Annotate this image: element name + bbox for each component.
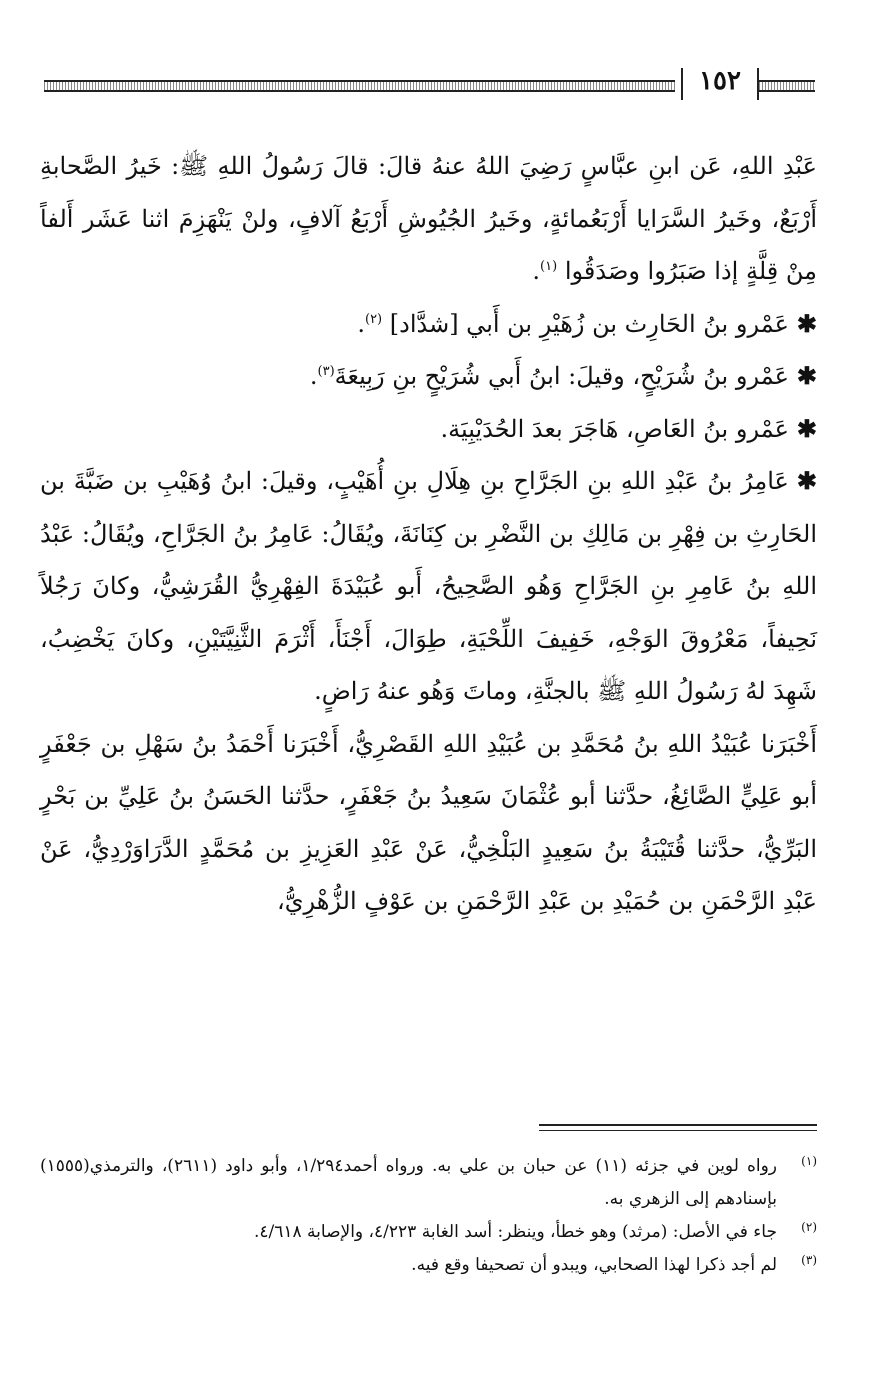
header-bar-left: [681, 68, 683, 100]
star-icon: ✱: [796, 308, 817, 338]
paragraph-hadith: عَبْدِ اللهِ، عَن ابنِ عبَّاسٍ رَضِيَ اللهُ عنهُ قالَ: قالَ رَسُولُ اللهِ ﷺ: خَيرُ الصَّحابةِ أَرْبَعٌ، وخَيرُ السَّرَايا أَرْبَعُمائةٍ، وخَيرُ الجُيُوشِ أَرْبَعُ آلافٍ، ولنْ يَنْهَزِمَ اثنا عَشَر أَلفاً مِنْ قِلَّةٍ إذا صَبَرُوا وصَدَقُوا $^{(١)}$.: [40, 152, 817, 285]
main-text: [40, 140, 817, 928]
footnote-separator: [539, 1124, 817, 1131]
star-icon: ✱: [796, 361, 817, 390]
entry-amir-ibn-abdullah: ✱عَامِرُ بنُ عَبْدِ اللهِ بنِ الجَرَّاحِ بنِ هِلَالِ بنِ أُهَيْبٍ، وقيلَ: ابنُ وُهَيْبِ بن ضَبَّةَ بن الحَارِثِ بن فِهْرِ بن مَالِكِ بن النَّضْرِ بن كِنَانَةَ، ويُقَالُ: عَامِرُ بنُ الجَرَّاحِ، ويُقَالُ: عَبْدُ اللهِ بنُ عَامِرِ بنِ الجَرَّاحِ وَهُو الصَّحِيحُ، أَبو عُبَيْدَةَ الفِهْرِيُّ القُرَشِيُّ، وكانَ رَجُلاً نَحِيفاً، مَعْرُوقَ الوَجْهِ، خَفِيفَ اللِّحْيَةِ، طِوَالَ، أَجْنَأَ، أَثْرَمَ الثَّنِيَّتَيْنِ، وكانَ يَخْضِبُ، شَهِدَ لهُ رَسُولُ اللهِ ﷺ بالجنَّةِ، وماتَ وَهُو عنهُ رَاضٍ.: [40, 466, 817, 705]
footnotes: [40, 1150, 817, 1282]
entry-amr-ibn-shurayh: ✱عَمْرو بنُ شُرَيْحٍ، وقيلَ: ابنُ أَبي شُرَيْحٍ بنِ رَبِيعَةَ$^{(٣)}$.: [309, 361, 817, 390]
page-number: ١٥٢: [699, 66, 741, 96]
footnote-mark: (٢): [801, 1220, 817, 1234]
footnote-text: رواه لوين في جزئه (١١) عن حبان بن علي به. ورواه أحمد١/٢٩٤، وأبو داود (٢٦١١)، والترمذي(١٥٥٥) بإسنادهم إلى الزهري به.: [40, 1156, 777, 1209]
footnote-ref-2[interactable]: (٢): [364, 311, 383, 327]
star-icon: ✱: [796, 466, 817, 495]
header-rule-long: [44, 80, 675, 92]
paragraph-isnad: أَخْبَرَنا عُبَيْدُ اللهِ بنُ مُحَمَّدِ بن عُبَيْدِ اللهِ القَصْرِيُّ، أَخْبَرَنا أَحْمَدُ بنُ سَهْلِ بن جَعْفَرٍ أبو عَلِيٍّ الصَّائِغُ، حدَّثنا أبو عُثْمَانَ سَعِيدُ بنُ جَعْفَرٍ، حدَّثنا الحَسَنُ بنُ عَلِيِّ بن بَحْرٍ البَرِّيُّ، حدَّثنا قُتَيْبَةُ بنُ سَعِيدٍ البَلْخِيُّ، عَنْ عَبْدِ العَزِيزِ بن مُحَمَّدٍ الدَّرَاوَرْدِيُّ، عَنْ عَبْدِ الرَّحْمَنِ بن حُمَيْدِ بن عَبْدِ الرَّحْمَنِ بن عَوْفٍ الزُّهْرِيُّ،: [40, 729, 817, 915]
footnote-text: جاء في الأصل: (مرثد) وهو خطأ، وينظر: أسد الغابة ٤/٢٢٣، والإصابة ٤/٦١٨.: [253, 1222, 777, 1242]
header-rule-short: [759, 80, 815, 92]
footnote-1: [40, 1150, 817, 1216]
footnote-2: [40, 1216, 817, 1249]
page-header: [44, 66, 815, 106]
entry-amr-ibn-al-as: ✱عَمْرو بنُ العَاصِ، هَاجَرَ بعدَ الحُدَيْبِيَة.: [440, 413, 817, 443]
star-icon: ✱: [796, 413, 817, 443]
footnote-text: لم أجد ذكرا لهذا الصحابي، ويبدو أن تصحيفا وقع فيه.: [411, 1255, 777, 1275]
footnote-ref-3[interactable]: (٣): [317, 364, 335, 379]
footnote-3: [40, 1249, 817, 1282]
footnote-mark: (١): [801, 1154, 817, 1168]
entry-amr-ibn-al-harith: ✱عَمْرو بنُ الحَارِث بن زُهَيْرِ بن أَبي [شدَّاد] $^{(٢)}$.: [357, 308, 817, 338]
footnote-ref-1[interactable]: (١): [540, 259, 558, 274]
footnote-mark: (٣): [801, 1253, 817, 1267]
